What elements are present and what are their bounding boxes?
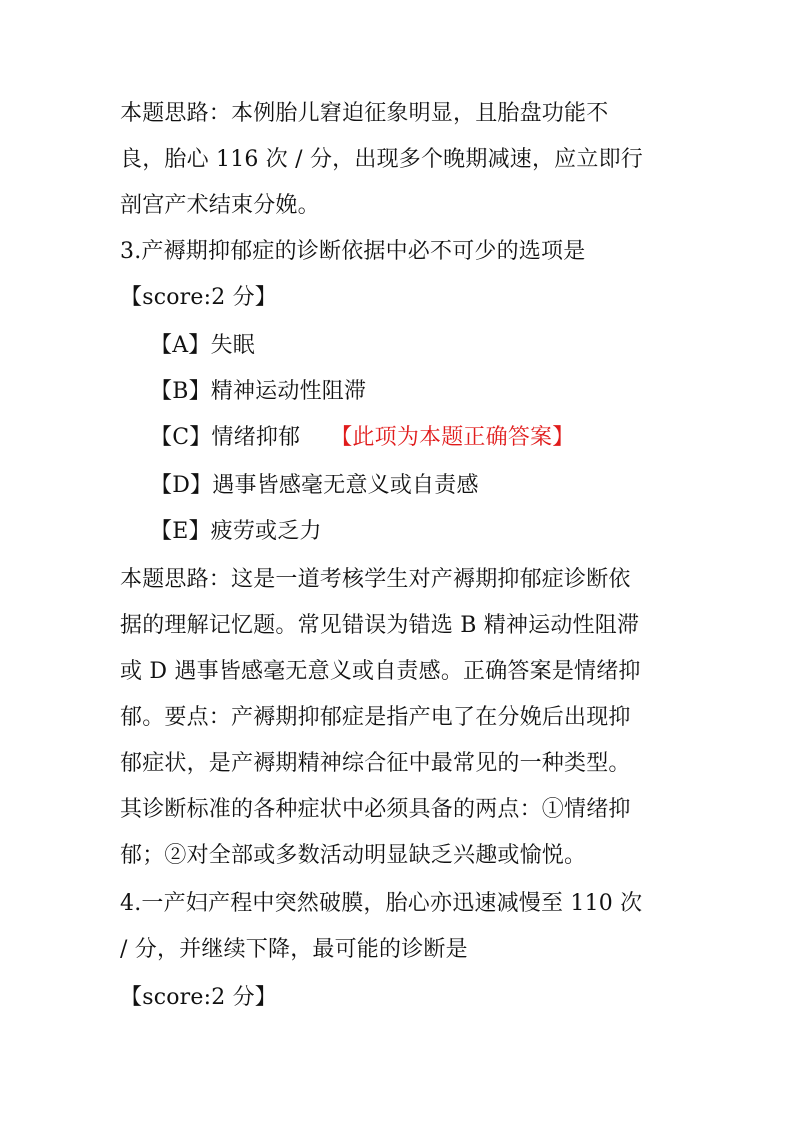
question-3-stem: 3.产褥期抑郁症的诊断依据中必不可少的选项是 bbox=[120, 239, 586, 264]
option-c: 【C】情绪抑郁 bbox=[150, 425, 301, 450]
question-4-stem-line-2: / 分，并继续下降，最可能的诊断是 bbox=[120, 937, 468, 962]
explanation-3-line-4: 郁。要点：产褥期抑郁症是指产电了在分娩后出现抑 bbox=[120, 705, 631, 730]
option-d: 【D】遇事皆感毫无意义或自责感 bbox=[150, 473, 479, 498]
explanation-3-line-2: 据的理解记忆题。常见错误为错选 B 精神运动性阻滞 bbox=[120, 613, 640, 638]
explanation-3-line-6: 其诊断标准的各种症状中必须具备的两点：①情绪抑 bbox=[120, 797, 631, 822]
question-3-score: 【score:2 分】 bbox=[120, 285, 277, 310]
option-b: 【B】精神运动性阻滞 bbox=[150, 379, 367, 404]
correct-answer-marker: 【此项为本题正确答案】 bbox=[330, 425, 575, 450]
explanation-3-line-5: 郁症状，是产褥期精神综合征中最常见的一种类型。 bbox=[120, 751, 631, 776]
explanation-3-line-7: 郁；②对全部或多数活动明显缺乏兴趣或愉悦。 bbox=[120, 843, 587, 868]
option-a: 【A】失眠 bbox=[150, 333, 255, 358]
question-4-score: 【score:2 分】 bbox=[120, 985, 277, 1010]
explanation-line-3: 剖宫产术结束分娩。 bbox=[120, 193, 320, 218]
explanation-line-1: 本题思路：本例胎儿窘迫征象明显，且胎盘功能不 bbox=[120, 101, 609, 126]
explanation-line-2: 良，胎心 116 次 / 分，出现多个晚期减速，应立即行 bbox=[120, 147, 643, 172]
explanation-3-line-1: 本题思路：这是一道考核学生对产褥期抑郁症诊断依 bbox=[120, 567, 631, 592]
option-e: 【E】疲劳或乏力 bbox=[150, 519, 322, 544]
option-c-row bbox=[150, 424, 574, 452]
question-4-stem-line-1: 4.一产妇产程中突然破膜，胎心亦迅速减慢至 110 次 bbox=[120, 891, 643, 916]
explanation-3-line-3: 或 D 遇事皆感毫无意义或自责感。正确答案是情绪抑 bbox=[120, 659, 641, 684]
